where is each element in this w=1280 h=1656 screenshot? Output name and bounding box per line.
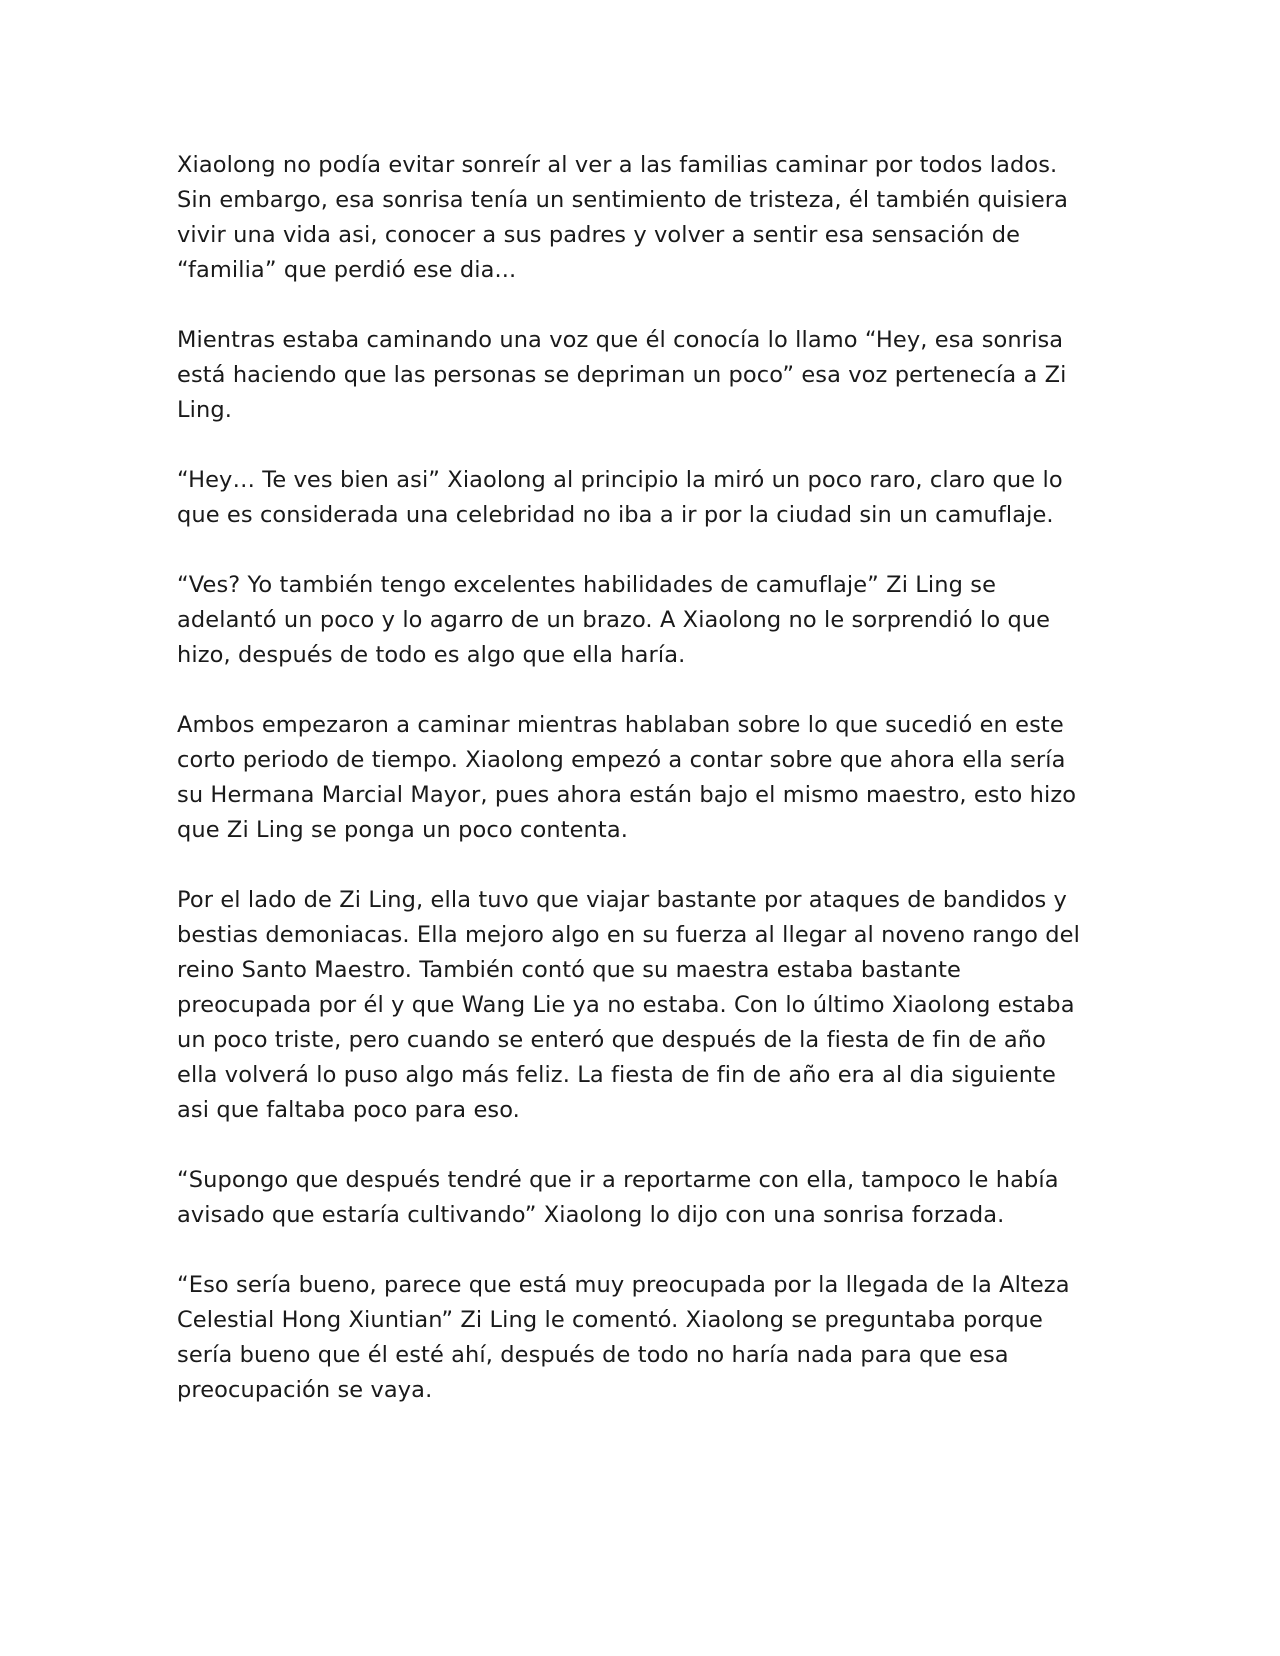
text-line: que es considerada una celebridad no iba a ir por la ciudad sin un camuflaje.	[177, 502, 1054, 528]
text-line: bestias demoniacas. Ella mejoro algo en su fuerza al llegar al noveno rango del	[177, 922, 1080, 948]
text-line: “Hey… Te ves bien asi” Xiaolong al principio la miró un poco raro, claro que lo	[177, 467, 1063, 493]
text-line: vivir una vida asi, conocer a sus padres y volver a sentir esa sensación de	[177, 222, 1021, 248]
text-line: reino Santo Maestro. También contó que su maestra estaba bastante	[177, 957, 961, 983]
document-body	[177, 148, 1097, 1443]
text-line: preocupación se vaya.	[177, 1377, 433, 1403]
text-line: “Ves? Yo también tengo excelentes habilidades de camuflaje” Zi Ling se	[177, 572, 997, 598]
text-line: asi que faltaba poco para eso.	[177, 1097, 520, 1123]
text-line: Xiaolong no podía evitar sonreír al ver a las familias caminar por todos lados.	[177, 152, 1058, 178]
text-line: está haciendo que las personas se depriman un poco” esa voz pertenecía a Zi	[177, 362, 1067, 388]
text-line: Sin embargo, esa sonrisa tenía un sentimiento de tristeza, él también quisiera	[177, 187, 1069, 213]
text-line: ella volverá lo puso algo más feliz. La fiesta de fin de año era al dia siguiente	[177, 1062, 1056, 1088]
paragraph	[177, 148, 1097, 288]
text-line: Mientras estaba caminando una voz que él conocía lo llamo “Hey, esa sonrisa	[177, 327, 1064, 353]
text-line: preocupada por él y que Wang Lie ya no estaba. Con lo último Xiaolong estaba	[177, 992, 1075, 1018]
text-line: corto periodo de tiempo. Xiaolong empezó a contar sobre que ahora ella sería	[177, 747, 1066, 773]
text-line: Ling.	[177, 397, 232, 423]
paragraph	[177, 1268, 1097, 1408]
text-line: adelantó un poco y lo agarro de un brazo. A Xiaolong no le sorprendió lo que	[177, 607, 1051, 633]
text-line: avisado que estaría cultivando” Xiaolong lo dijo con una sonrisa forzada.	[177, 1202, 1005, 1228]
text-line: “familia” que perdió ese dia...	[177, 257, 517, 283]
text-line: hizo, después de todo es algo que ella haría.	[177, 642, 686, 668]
text-line: que Zi Ling se ponga un poco contenta.	[177, 817, 628, 843]
text-line: su Hermana Marcial Mayor, pues ahora están bajo el mismo maestro, esto hizo	[177, 782, 1077, 808]
text-line: “Supongo que después tendré que ir a reportarme con ella, tampoco le había	[177, 1167, 1059, 1193]
text-line: Celestial Hong Xiuntian” Zi Ling le comentó. Xiaolong se preguntaba porque	[177, 1307, 1043, 1333]
text-line: un poco triste, pero cuando se enteró que después de la fiesta de fin de año	[177, 1027, 1047, 1053]
paragraph	[177, 463, 1097, 533]
paragraph	[177, 568, 1097, 673]
text-line: Por el lado de Zi Ling, ella tuvo que viajar bastante por ataques de bandidos y	[177, 887, 1067, 913]
text-line: sería bueno que él esté ahí, después de todo no haría nada para que esa	[177, 1342, 1009, 1368]
paragraph	[177, 1163, 1097, 1233]
text-line: Ambos empezaron a caminar mientras hablaban sobre lo que sucedió en este	[177, 712, 1064, 738]
text-line: “Eso sería bueno, parece que está muy preocupada por la llegada de la Alteza	[177, 1272, 1070, 1298]
paragraph	[177, 708, 1097, 848]
paragraph	[177, 883, 1097, 1128]
paragraph	[177, 323, 1097, 428]
